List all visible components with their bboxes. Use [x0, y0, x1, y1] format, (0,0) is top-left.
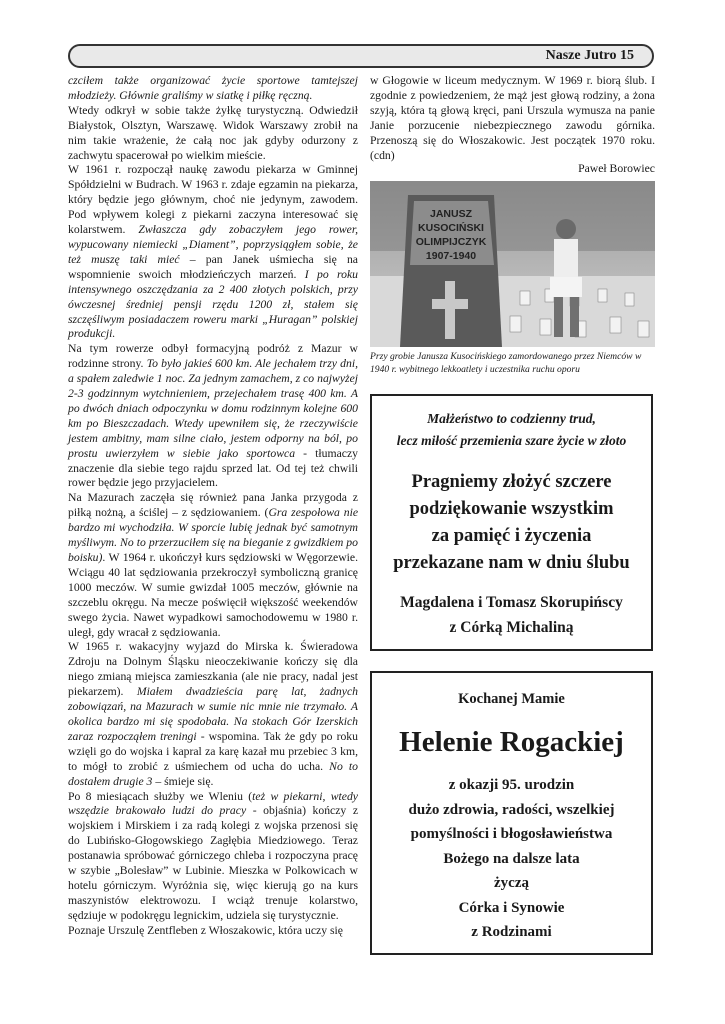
article-paragraph: [68, 924, 358, 939]
body-text: Wtedy odkrył w sobie także żyłkę turystyczną. Odwiedził Białystok, Olsztyn, Warszawę. Widok Warszawy zrobił na nim takie wrażenie, że całą noc jak gdyby odurzony z zachwytu spacerował po wielkim mieście.: [68, 103, 358, 162]
quote-text: Gra zespołowa nie bardzo mi wychodziła. W sporcie lubię jednak być samotnym myśliwym. No to przerzuciłem się na bieganie z gwizdkiem po boisku): [68, 506, 358, 564]
message-line-1: Pragniemy złożyć szczere: [411, 472, 612, 492]
wish-line: z okazji 95. urodzin: [448, 777, 575, 793]
memorial-photo: [370, 181, 655, 347]
quote-text: To było jakieś 600 km. Ale jechałem trzy dni, a spałem zaledwie 1 noc. Za jednym zamachem, z co najwyżej 2-3 godzinnym wytchnieniem, przejechałem trasę 400 km. A po dwóch dniach odpoczynku w domu rodzinnym kolejne 600 km po Bieszczadach. Wtedy upewniłem się, że rzeczywiście jestem ambitny, mam silne ciało, jestem odporny na ból, po prostu uwierzyłem w siebie jako sportowca: [68, 357, 358, 460]
article-paragraph: [68, 342, 358, 491]
article-author: Paweł Borowiec: [578, 162, 655, 175]
quote-text: Zwłaszcza gdy zobaczyłem jego rower, wypucowany niemiecki „Diament”, poprzysiągłem sobie, że też muszę taki mieć –: [68, 223, 358, 266]
body-text: Na Mazurach zaczęła się również pana Janka przygoda z piłką nożną, a ściślej – z sędziowaniem. (: [68, 491, 358, 520]
body-text: pan Janek uśmiecha się na wspomnienie swoich młodzieńczych marzeń.: [68, 252, 358, 281]
quote-text: I po roku intensywnego oszczędzania za 2 400 złotych polskich, przy ówczesnej średniej pensji rzędu 1200 zł, stałem się szczęśliwym posiadaczem roweru marki „Huragan” polskiej produkcji.: [68, 267, 358, 341]
signature-line-2: z Córką Michaliną: [449, 619, 574, 636]
article-paragraph: [68, 74, 358, 104]
message-line-2: podziękowanie wszystkim: [409, 499, 614, 519]
body-text: - wspomina. Tak że gdy po roku wzięli go do wojska i kapral za karę kazał mu przebiec 3 km, to mógł to zrobić z uśmiechem od ucha do ucha.: [68, 729, 358, 773]
body-text: Poznaje Urszulę Zentfleben z Włoszakowic, która uczy się: [68, 923, 343, 937]
plaque-line-2: KUSOCIŃSKI: [418, 222, 484, 234]
body-text: Na tym rowerze odbył formacyjną podróż z Mazur w rodzinne strony.: [68, 342, 358, 371]
message-line-3: za pamięć i życzenia: [431, 526, 592, 546]
motto-line-1: Małżeństwo to codzienny trud,: [427, 411, 596, 426]
wish-line: pomyślności i błogosławieństwa: [410, 826, 613, 842]
plaque-line-4: 1907-1940: [425, 250, 477, 262]
wish-line: życzą: [494, 875, 529, 891]
body-text: W 1965 r. wakacyjny wyjazd do Mirska k. Świeradowa Zdroju na Dolnym Śląsku nieoczekiwanie kończy się dla niego zmianą miejsca zamieszkania (ale nie pracy, nadal jest piekarzem).: [68, 640, 358, 699]
birthday-dedication: Kochanej Mamie: [458, 691, 565, 707]
body-text: W 1961 r. rozpoczął naukę zawodu piekarza w Gminnej Spółdzielni w Budrach. W 1963 r. zdaje egzamin na piekarza, który będzie jego głównym, choć nie jedynym, zawodem. Pod wpływem kolegi z piekarni zaczyna interesować się kolarstwem.: [68, 163, 358, 237]
birthday-name: Helenie Rogackiej: [399, 726, 624, 758]
article-continuation-text: w Głogowie w liceum medycznym. W 1969 r. biorą ślub. I zgodnie z powiedzeniem, że mąż jest głową rodziny, a żona szyją, która tą głową kręci, pani Urszula wymusza na panie Janie porzucenie niebezpiecznego zawodu górnika. Przenoszą się do Włoszakowic. Jest początek 1970 roku. (cdn): [370, 74, 655, 162]
page-header: [68, 44, 654, 68]
article-left-column: [68, 74, 358, 939]
motto-line-2: lecz miłość przemienia szare życie w złoto: [396, 433, 627, 448]
article-paragraph: [68, 491, 358, 640]
thank-you-message: [372, 469, 651, 577]
quote-text: Miałem dwadzieścia parę lat, żadnych zobowiązań, na Mazurach w sumie nic mnie nie trzymało. A okolica bardzo mi się spodobała. Na stokach Gór Izerskich zaraz rozpocząłem treningi: [68, 685, 358, 743]
body-text: - objaśnia) kończy z wojskiem i Mirskiem i za radą kolegi z wojska przenosi się do Lubińsko-Głogowskiego Zagłębia Miedziowego. Teraz postanawia spróbować górniczego chleba i rozpoczyna pracę w szybie „Bolesław” w Lubinie. Mieszka w Polkowicach w hotelu górniczym. Wyróżnia się, więc kierują go na kurs maszynistów elektrowozu. I wciąż trenuje kolarstwo, sędziuje w podokręgu legnickim, udziela się turystycznie.: [68, 804, 359, 922]
article-paragraph: [68, 163, 358, 342]
thank-you-notice: [370, 394, 653, 651]
wish-line: Córka i Synowie: [458, 899, 565, 916]
birthday-wishes: [372, 773, 651, 945]
message-line-4: przekazane nam w dniu ślubu: [393, 553, 630, 573]
body-text: . W 1964 r. ukończył kurs sędziowski w Węgorzewie. Wciągu 40 lat sędziowania przekroczył symboliczną granicę 1000 meczów. W sumie gwizdał 1005 meczów, głównie na szczeblu okręgu. Na mecze poświęcił większość weekendów swego życia. Nawet wypadkowi samochodowemu w 1980 r. uległ, gdy wracał z sędziowania.: [68, 551, 358, 639]
article-paragraph: [68, 104, 358, 164]
quote-text: czciłem także organizować życie sportowe tamtejszej młodzieży. Głównie graliśmy w siatkę i piłkę ręczną.: [68, 74, 358, 102]
photo-caption: Przy grobie Janusza Kusocińskiego zamordowanego przez Niemców w 1940 r. wybitnego lekkoatlety i uczestnika ruchu oporu: [370, 351, 642, 375]
quote-text: No to dostałem drugie 3: [68, 759, 358, 788]
article-paragraph: [68, 790, 358, 924]
article-continuation: [370, 74, 655, 163]
body-text: Po 8 miesiącach służby we Wleniu (: [68, 789, 253, 803]
plaque-line-3: OLIMPIJCZYK: [415, 236, 487, 248]
plaque-line-1: JANUSZ: [429, 208, 473, 220]
article-paragraph: [68, 640, 358, 789]
thank-you-motto: [372, 408, 651, 452]
page-header-title: Nasze Jutro 15: [545, 48, 634, 63]
thank-you-signature: [372, 590, 651, 640]
wish-line: dużo zdrowia, radości, wszelkiej: [408, 801, 615, 818]
signature-line-1: Magdalena i Tomasz Skorupińscy: [400, 594, 623, 611]
quote-text: też w piekarni, wtedy wszędzie brakowało ludzi do pracy: [68, 789, 358, 818]
memorial-photo-graphic: [370, 181, 655, 347]
wish-line: z Rodzinami: [471, 924, 552, 940]
wish-line: Bożego na dalsze lata: [443, 850, 580, 867]
birthday-notice: [370, 671, 653, 955]
body-text: - tłumaczy znaczenie dla siebie tego rajdu sprzed lat. Od tej też chwili rower będzie jego przyjacielem.: [68, 446, 358, 490]
body-text: – śmieje się.: [152, 774, 214, 788]
